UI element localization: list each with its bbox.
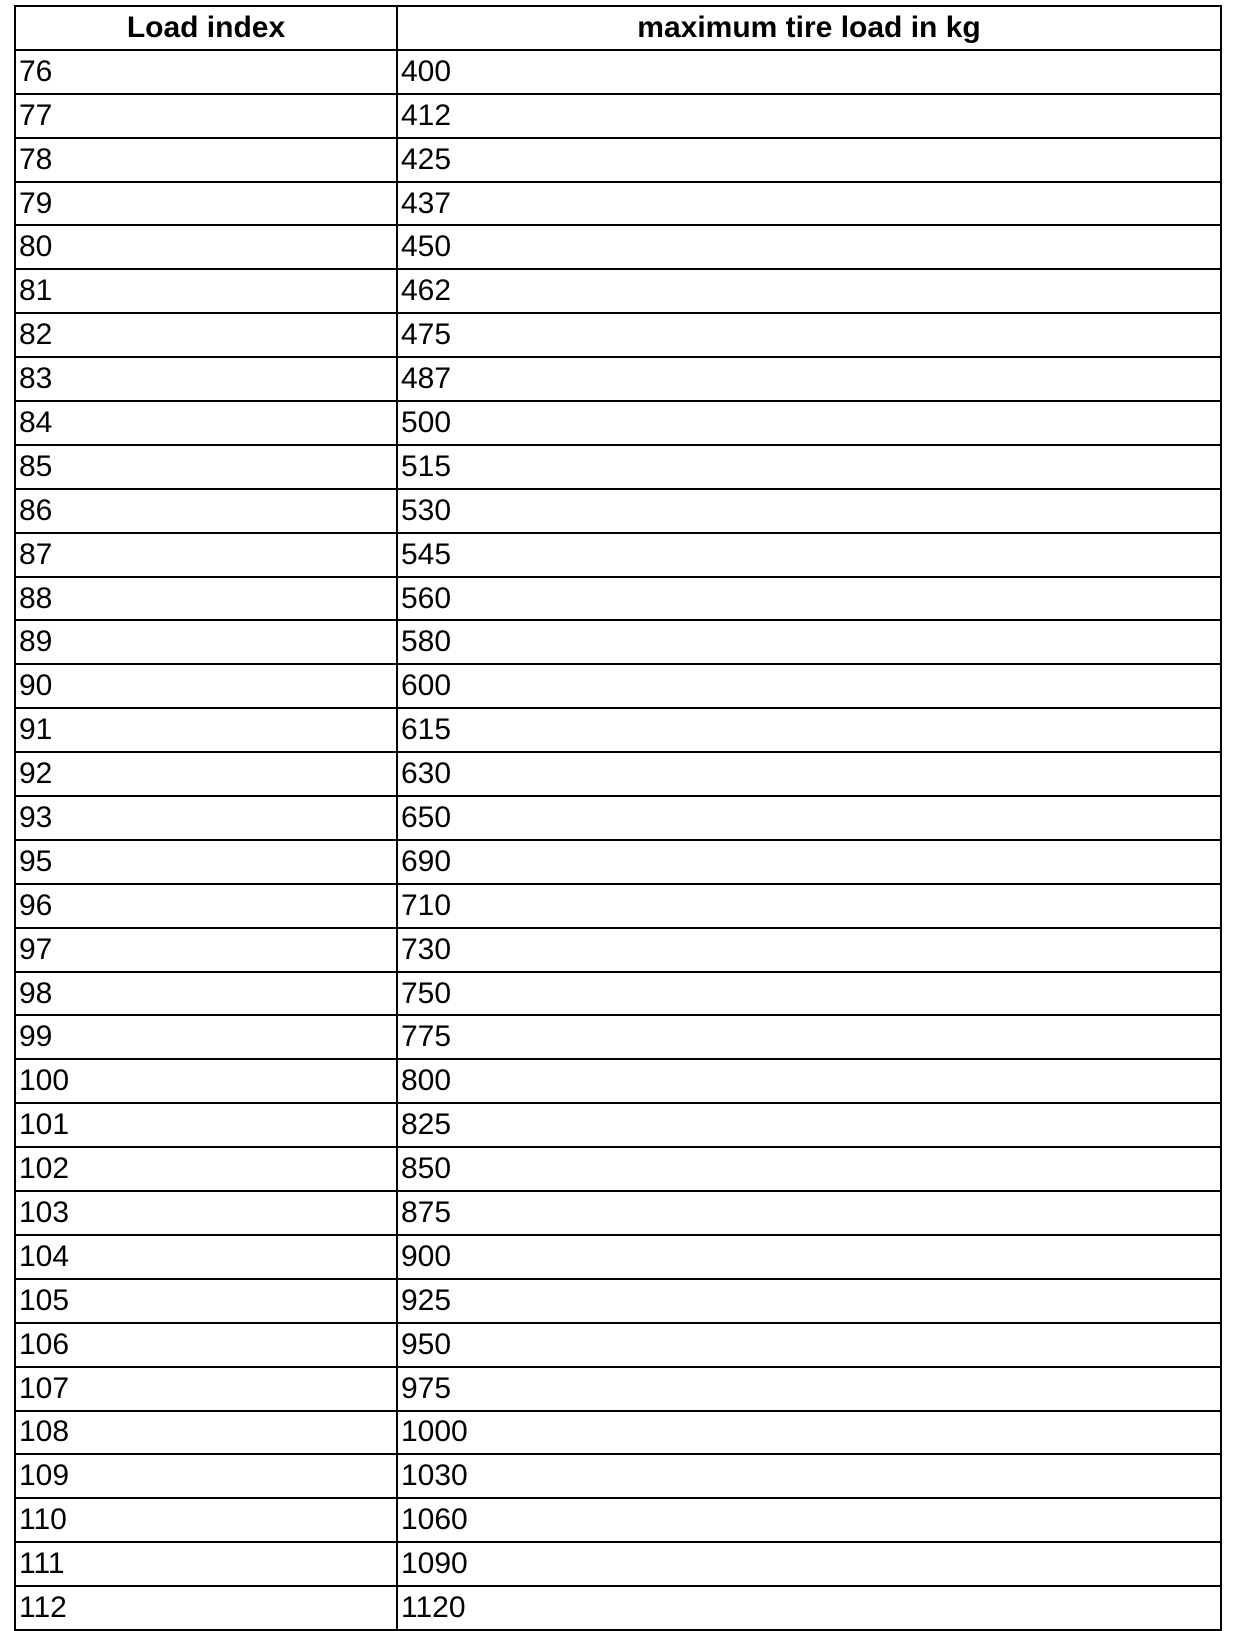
max-load-cell: 950 — [397, 1323, 1221, 1367]
table-row — [15, 138, 1221, 182]
max-load-cell: 925 — [397, 1279, 1221, 1323]
max-load-cell: 630 — [397, 752, 1221, 796]
max-load-cell: 800 — [397, 1059, 1221, 1103]
load-index-cell: 97 — [15, 928, 397, 972]
table-row — [15, 313, 1221, 357]
table-row — [15, 182, 1221, 226]
table-row — [15, 50, 1221, 94]
load-index-cell: 105 — [15, 1279, 397, 1323]
max-load-cell: 690 — [397, 840, 1221, 884]
max-load-cell: 650 — [397, 796, 1221, 840]
max-load-cell: 850 — [397, 1147, 1221, 1191]
load-index-cell: 108 — [15, 1411, 397, 1455]
table-row — [15, 225, 1221, 269]
load-index-cell: 111 — [15, 1542, 397, 1586]
table-row — [15, 533, 1221, 577]
table-row — [15, 840, 1221, 884]
table-row — [15, 489, 1221, 533]
load-index-cell: 76 — [15, 50, 397, 94]
table-row — [15, 1059, 1221, 1103]
max-load-cell: 487 — [397, 357, 1221, 401]
load-index-cell: 81 — [15, 269, 397, 313]
load-index-cell: 106 — [15, 1323, 397, 1367]
table-body — [15, 50, 1221, 1630]
table-row — [15, 972, 1221, 1016]
table-row — [15, 401, 1221, 445]
max-load-cell: 425 — [397, 138, 1221, 182]
header-load-index: Load index — [15, 6, 397, 50]
table-row — [15, 708, 1221, 752]
table-row — [15, 884, 1221, 928]
load-index-cell: 84 — [15, 401, 397, 445]
load-index-cell: 96 — [15, 884, 397, 928]
load-index-cell: 86 — [15, 489, 397, 533]
load-index-cell: 85 — [15, 445, 397, 489]
header-row — [15, 6, 1221, 50]
table-row — [15, 928, 1221, 972]
table-row — [15, 1323, 1221, 1367]
load-index-cell: 99 — [15, 1015, 397, 1059]
max-load-cell: 750 — [397, 972, 1221, 1016]
max-load-cell: 775 — [397, 1015, 1221, 1059]
header-max-tire-load: maximum tire load in kg — [397, 6, 1221, 50]
load-index-cell: 83 — [15, 357, 397, 401]
table-row — [15, 1454, 1221, 1498]
max-load-cell: 515 — [397, 445, 1221, 489]
max-load-cell: 450 — [397, 225, 1221, 269]
table-row — [15, 94, 1221, 138]
max-load-cell: 615 — [397, 708, 1221, 752]
load-index-cell: 87 — [15, 533, 397, 577]
max-load-cell: 1120 — [397, 1586, 1221, 1630]
load-index-cell: 78 — [15, 138, 397, 182]
table-row — [15, 664, 1221, 708]
max-load-cell: 1000 — [397, 1411, 1221, 1455]
load-index-cell: 109 — [15, 1454, 397, 1498]
load-index-cell: 92 — [15, 752, 397, 796]
max-load-cell: 710 — [397, 884, 1221, 928]
max-load-cell: 500 — [397, 401, 1221, 445]
max-load-cell: 560 — [397, 577, 1221, 621]
max-load-cell: 875 — [397, 1191, 1221, 1235]
table-row — [15, 269, 1221, 313]
load-index-cell: 79 — [15, 182, 397, 226]
load-index-cell: 112 — [15, 1586, 397, 1630]
max-load-cell: 580 — [397, 620, 1221, 664]
max-load-cell: 900 — [397, 1235, 1221, 1279]
max-load-cell: 1060 — [397, 1498, 1221, 1542]
load-index-cell: 91 — [15, 708, 397, 752]
max-load-cell: 600 — [397, 664, 1221, 708]
load-index-cell: 95 — [15, 840, 397, 884]
load-index-cell: 110 — [15, 1498, 397, 1542]
table-row — [15, 1015, 1221, 1059]
table-row — [15, 796, 1221, 840]
max-load-cell: 412 — [397, 94, 1221, 138]
load-index-cell: 103 — [15, 1191, 397, 1235]
load-index-cell: 88 — [15, 577, 397, 621]
load-index-cell: 82 — [15, 313, 397, 357]
table-row — [15, 1147, 1221, 1191]
max-load-cell: 1030 — [397, 1454, 1221, 1498]
load-index-cell: 93 — [15, 796, 397, 840]
max-load-cell: 462 — [397, 269, 1221, 313]
load-index-cell: 100 — [15, 1059, 397, 1103]
load-index-cell: 102 — [15, 1147, 397, 1191]
table-row — [15, 752, 1221, 796]
table-row — [15, 1279, 1221, 1323]
load-index-cell: 77 — [15, 94, 397, 138]
table-row — [15, 1498, 1221, 1542]
table-row — [15, 357, 1221, 401]
max-load-cell: 730 — [397, 928, 1221, 972]
table-row — [15, 1586, 1221, 1630]
table-row — [15, 577, 1221, 621]
max-load-cell: 545 — [397, 533, 1221, 577]
max-load-cell: 475 — [397, 313, 1221, 357]
max-load-cell: 437 — [397, 182, 1221, 226]
load-index-table — [14, 5, 1222, 1631]
max-load-cell: 1090 — [397, 1542, 1221, 1586]
table-row — [15, 1367, 1221, 1411]
table-row — [15, 1191, 1221, 1235]
load-index-cell: 80 — [15, 225, 397, 269]
table-row — [15, 1103, 1221, 1147]
max-load-cell: 975 — [397, 1367, 1221, 1411]
load-index-cell: 98 — [15, 972, 397, 1016]
load-index-cell: 104 — [15, 1235, 397, 1279]
max-load-cell: 825 — [397, 1103, 1221, 1147]
table-row — [15, 1235, 1221, 1279]
load-index-cell: 90 — [15, 664, 397, 708]
table-row — [15, 1411, 1221, 1455]
table-row — [15, 445, 1221, 489]
max-load-cell: 400 — [397, 50, 1221, 94]
max-load-cell: 530 — [397, 489, 1221, 533]
table-row — [15, 620, 1221, 664]
load-index-cell: 101 — [15, 1103, 397, 1147]
load-index-cell: 89 — [15, 620, 397, 664]
load-index-cell: 107 — [15, 1367, 397, 1411]
table-row — [15, 1542, 1221, 1586]
